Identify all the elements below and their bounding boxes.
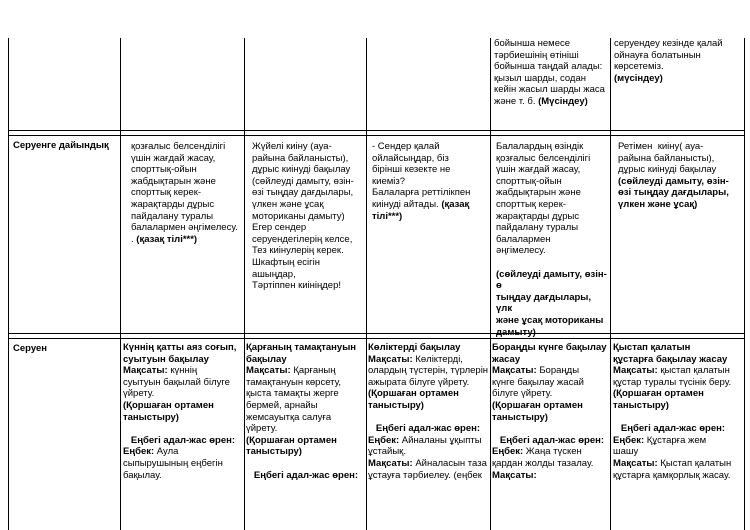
- row3-col2-tag: (Қоршаған ортамен таныстыру): [246, 434, 337, 458]
- row3-col4-goal: Бораңды күнге бақылау жасай білуге үйрету.: [492, 365, 584, 400]
- row2-col4-tag: (сөйлеуді дамыту, өзін-ө тыңдау дағдылары, үлк және ұсақ моториканы дамыту): [496, 268, 607, 338]
- row3-col5-goal2: Қыстап қалатын құстарға қамқорлық жасау.: [613, 457, 732, 481]
- table-rule: [8, 135, 745, 136]
- row3-col2-cell: [246, 342, 365, 530]
- row3-col4-tag: (Қоршаған ортамен таныстыру): [492, 399, 583, 423]
- row3-col3-tag: (Қоршаған ортамен таныстыру): [368, 388, 459, 411]
- row3-col2-title: Қарғаның тамақтануын бақылау: [246, 342, 357, 365]
- row3-col5-work-label: Еңбек:: [613, 434, 645, 446]
- table-border-left: [8, 38, 9, 530]
- row3-col4-work-label: Еңбек:: [492, 446, 524, 458]
- row3-col2-goal-label: Мақсаты:: [246, 365, 291, 377]
- table-col-divider: [610, 38, 611, 530]
- row3-col3-goal2: Айналасын таза ұстауға тәрбиелеу. (еңбек: [368, 457, 487, 481]
- row3-col4-title: Бораңды күнге бақылау жасау: [492, 342, 607, 365]
- row3-col5-goal-label: Мақсаты:: [613, 365, 658, 377]
- row3-col4-goal2-label: Мақсаты:: [492, 469, 537, 481]
- row2-label: Серуенге дайындық: [13, 140, 109, 151]
- row3-col5-work: Құстарға жем шашу: [613, 434, 707, 458]
- row2-col5-tag: (сөйлеуді дамыту, өзін- өзі тыңдау дағдылары, үлкен және ұсақ): [618, 175, 729, 210]
- row3-col1-work: Аула сыпырушының еңбегін бақылау.: [123, 446, 223, 481]
- table-col-divider: [120, 38, 121, 530]
- row2-col3-cell: [372, 141, 489, 331]
- row3-col1-work-label: Еңбек:: [123, 446, 155, 458]
- row3-col1-tag: (Қоршаған ортамен таныстыру): [123, 399, 214, 423]
- row3-col5-goal2-label: Мақсаты:: [613, 457, 658, 469]
- table-col-divider: [244, 38, 245, 530]
- row1-col4-text: бойынша немесе тәрбиешінің өтініші бойынша таңдай алады: қызыл шарды, содан кейін жасыл шарды жаса және т. б.: [494, 38, 605, 107]
- row2-col3-text: - Сендер қалай ойлайсыңдар, біз бірінші кезекте не киеміз? Балаларға реттілікпен киінуді айтады.: [372, 141, 471, 210]
- row2-col1-text: қозғалыс белсенділігі үшін жағдай жасау, спорттық-ойын жабдықтарын және спорттық керек- жарақтарды дұрыс пайдалану туралы балалармен әңгімелесу. .: [131, 141, 238, 245]
- table-rule: [8, 130, 745, 131]
- row3-col1-goal-label: Мақсаты:: [123, 365, 168, 377]
- row3-col3-work-label: Еңбек:: [368, 434, 400, 446]
- row3-col3-title: Көліктерді бақылау: [368, 342, 461, 353]
- row1-col5-tag: (мүсіндеу): [614, 72, 663, 84]
- row3-col1-title: Күннің қатты аяз соғып, суытуын бақылау: [123, 342, 237, 365]
- row3-col5-cell: [613, 342, 744, 530]
- table-col-divider: [490, 38, 491, 530]
- row2-col3-tag: (қазақ тілі***): [372, 198, 470, 222]
- row3-col5-title: Қыстап қалатын құстарға бақылау жасау: [613, 342, 728, 365]
- table-border-right: [744, 38, 745, 530]
- row3-col2-work-title: Еңбегі адал-жас өрен:: [253, 469, 359, 481]
- row3-col3-goal2-label: Мақсаты:: [368, 457, 413, 469]
- row3-label: Серуен: [13, 343, 48, 354]
- row2-col5-cell: [618, 141, 743, 331]
- row3-col2-goal: Қарғаның тамақтануын көрсету, қыста тамақты жерге бермей, арнайы жемсауытқа салуға үйрету.: [246, 365, 342, 435]
- row1-col4-cell: [494, 38, 609, 130]
- row1-col5-cell: [614, 38, 742, 130]
- row3-col4-work: Жаңа түскен қардан жолды тазалау.: [492, 446, 594, 469]
- row2-col4-cell: [496, 141, 609, 338]
- row3-col5-work-title: Еңбегі адал-жас өрен:: [620, 423, 726, 435]
- row1-col5-text: серуендеу кезінде қалай ойнауға болатынын көрсетеміз.: [614, 38, 723, 73]
- row2-col5-text: Ретімен киіну( ауа- райына байланысты), дұрыс киінуді бақылау: [618, 141, 717, 176]
- row3-col5-tag: (Қоршаған ортамен таныстыру): [613, 388, 704, 411]
- row3-col3-work-title: Еңбегі адал-жас өрен:: [375, 423, 481, 435]
- table-rule: [8, 333, 745, 334]
- row3-col4-cell: [492, 342, 609, 530]
- row3-col4-work-title: Еңбегі адал-жас өрен:: [499, 434, 605, 446]
- table-col-divider: [366, 38, 367, 530]
- row2-col2-text: Жүйелі киіну (ауа- райына байланысты), дұрыс киінуді бақылау (сөйлеуді дамыту, өзін- өзі тыңдау дағдылары, үлкен және ұсақ моториканы дамыту) Егер сендер серуендегілерің келсе, Тез киінулерің керек. Шкафтың есігін ашыңдар, Тәртіппен киініңдер!: [252, 141, 354, 292]
- row3-col3-goal-label: Мақсаты:: [368, 353, 413, 365]
- row2-col1-cell: [131, 141, 243, 331]
- row2-col2-cell: [252, 141, 365, 331]
- row3-col5-goal: қыстап қалатын құстар туралы түсінік беру.: [613, 365, 732, 388]
- row2-col1-tag: (қазақ тілі***): [136, 233, 198, 245]
- row3-col1-cell: [123, 342, 243, 530]
- row3-col4-goal-label: Мақсаты:: [492, 365, 537, 377]
- row3-col1-goal: күннің суытуын бақылай білуге үйрету.: [123, 365, 230, 400]
- row1-col4-tag: (Мүсіндеу): [538, 95, 588, 107]
- row2-col4-text: Балалардың өзіндік қозғалыс белсенділігі үшін жағдай жасау, спорттық-ойын жабдықтарын және спорттық керек- жарақтарды дұрыс пайдалану туралы балалармен әңгімелесу.: [496, 141, 591, 257]
- row3-col3-goal: Көліктерді, олардың түстерін, түрлерін ажырата білуге үйрету.: [368, 353, 489, 388]
- row3-col3-cell: [368, 342, 489, 530]
- row3-col3-work: Айналаны ұқыпты ұстайық.: [368, 434, 482, 458]
- row3-col1-work-title: Еңбегі адал-жас өрен:: [130, 434, 236, 446]
- table-rule: [8, 338, 745, 339]
